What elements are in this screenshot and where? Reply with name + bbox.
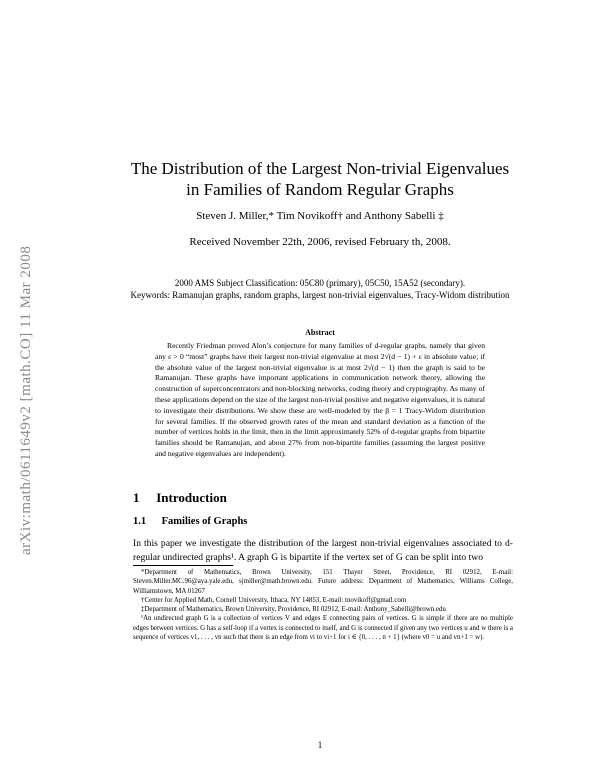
subsection-title: Families of Graphs — [161, 516, 248, 527]
keywords: Keywords: Ramanujan graphs, random graphs, largest non-trivial eigenvalues, Tracy-Widom distribution — [130, 289, 510, 300]
classification-block — [130, 278, 510, 301]
subsection-number: 1.1 — [133, 516, 147, 527]
arxiv-stamp: arXiv:math/0611649v2 [math.CO] 11 Mar 2008 — [18, 245, 34, 555]
footnotes — [133, 568, 513, 642]
footnote-rule — [133, 565, 233, 566]
section-number: 1 — [133, 490, 140, 505]
title-line-1: The Distribution of the Largest Non-trivial Eigenvalues — [130, 159, 510, 178]
page-number: 1 — [317, 740, 323, 750]
abstract-text: Recently Friedman proved Alon’s conjecture for many families of d-regular graphs, namely that given any ε > 0 “most” graphs have their largest non-trivial eigenvalue at most 2√(d − 1) + ε in absolute value; if the absolute value of the largest non-trivial eigenvalue is at most 2√(d − 1) then the graph is said to be Ramanujan. These graphs have important applications in communication network theory, allowing the construction of superconcentrators and non-blocking networks, coding theory and cryptography. As many of these applications depend on the size of the largest non-trivial positive and negative eigenvalues, it is natural to investigate their distributions. We show these are well-modeled by the β = 1 Tracy-Widom distribution for several families. If the observed growth rates of the mean and standard deviation as a function of the number of vertices holds in the limit, then in the limit approximately 52% of d-regular graphs from bipartite families should be Ramanujan, and about 27% from non-bipartite families (assuming the largest positive and negative eigenvalues are independent). — [155, 341, 485, 458]
section-title: Introduction — [156, 490, 227, 505]
received-date: Received November 22th, 2006, revised February th, 2008. — [189, 236, 451, 248]
section-heading — [133, 490, 227, 506]
footnote-graph-definition: ¹An undirected graph G is a collection of vertices V and edges E connecting pairs of vertices. G is simple if there are no multiple edges between vertices. G has a self-loop if a vertex is connected to itself, and G is connected if given any two vertices u and w there is a sequence of vertices v1, . . . , vn such that there is an edge from vi to vi+1 for i ∈ {0, . . . , n + 1} (where v0 = u and vn+1 = w). — [133, 615, 513, 642]
footnote-author-sabelli: ‡Department of Mathematics, Brown University, Providence, RI 02912, E-mail: Anthony_Sabelli@brown.edu — [141, 606, 446, 614]
intro-paragraph: In this paper we investigate the distribution of the largest non-trivial eigenvalues associated to d-regular undirected graphs¹. A graph G is bipartite if the vertex set of G can be split into two — [133, 538, 513, 563]
paper-title — [100, 158, 540, 200]
authors: Steven J. Miller,* Tim Novikoff† and Anthony Sabelli ‡ — [196, 210, 444, 222]
footnote-author-novikoff: †Center for Applied Math, Cornell University, Ithaca, NY 14853, E-mail: tnovikoff@gmail.com — [141, 596, 407, 604]
ams-classification: 2000 AMS Subject Classification: 05C80 (primary), 05C50, 15A52 (secondary). — [174, 278, 466, 288]
subsection-heading — [133, 516, 247, 527]
abstract-heading: Abstract — [305, 328, 335, 337]
title-line-2: in Families of Random Regular Graphs — [186, 180, 454, 199]
footnote-author-miller: *Department of Mathematics, Brown University, 151 Thayer Street, Providence, RI 02912, E-mail: Steven.Miller.MC.96@aya.yale.edu, sjmiller@math.brown.edu. Future address: Department of Mathematics, Williams College, Williamstown, MA 01267 — [133, 569, 513, 595]
